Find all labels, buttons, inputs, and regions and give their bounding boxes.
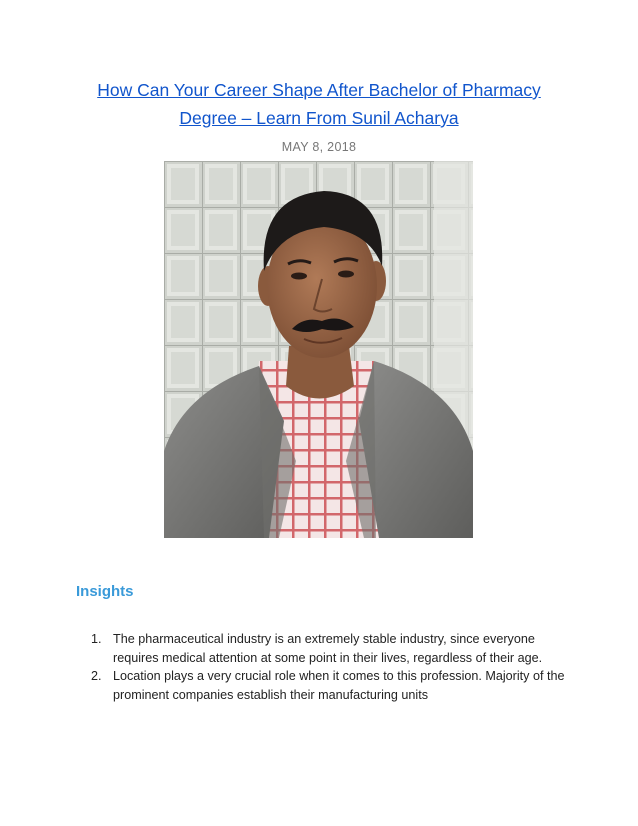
article-title	[40, 76, 598, 132]
list-item-number: 2.	[91, 669, 102, 683]
list-item	[76, 630, 576, 667]
author-photo-illustration	[164, 161, 473, 538]
section-heading-insights: Insights	[76, 583, 134, 600]
list-item-text: Location plays a very crucial role when it comes to this profession. Majority of the prominent companies establish their manufacturing units	[113, 669, 565, 702]
list-item	[76, 667, 576, 704]
article-title-link-line-2[interactable]: Degree – Learn From Sunil Acharya	[179, 108, 459, 128]
author-photo	[164, 161, 473, 538]
article-date: MAY 8, 2018	[281, 140, 357, 154]
list-item-number: 1.	[91, 632, 102, 646]
list-item-text: The pharmaceutical industry is an extremely stable industry, since everyone requires medical attention at some point in their lives, regardless of their age.	[113, 632, 543, 665]
insights-list	[76, 630, 576, 704]
article-title-link-line-1[interactable]: How Can Your Career Shape After Bachelor of Pharmacy	[97, 80, 541, 100]
